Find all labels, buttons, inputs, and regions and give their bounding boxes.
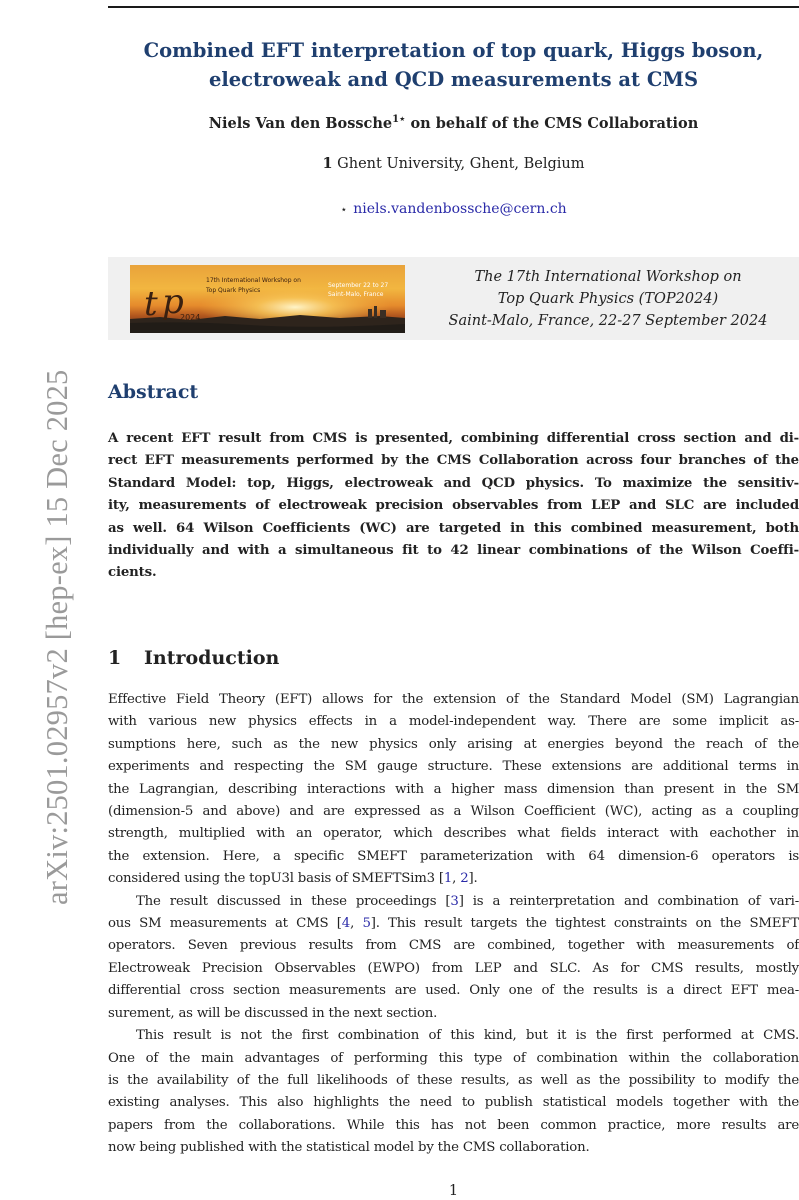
paragraph-line: differential cross section measurements are used. Only one of the results is a direct EFT mea-: [108, 983, 799, 999]
logo-year: 2024: [180, 313, 201, 322]
abstract-line: cients.: [108, 565, 157, 581]
conference-banner: [130, 265, 405, 333]
star-marker: ⋆: [340, 203, 348, 216]
top-rule: [108, 6, 799, 8]
paragraph-line: The result discussed in these proceedings [3] is a reinterpretation and combination of vari-: [136, 893, 799, 909]
title-line: electroweak and QCD measurements at CMS: [208, 68, 699, 91]
abstract-line: individually and with a simultaneous fit to 42 linear combinations of the Wilson Coeffi-: [108, 543, 799, 559]
banner-text: Top Quark Physics: [206, 287, 261, 294]
banner-dates: September 22 to 27: [328, 282, 389, 289]
paragraph-line: papers from the collaborations. While this has not been common practice, more results are: [108, 1117, 799, 1133]
citation-link[interactable]: 2: [460, 871, 469, 887]
author-name: Niels Van den Bossche: [208, 114, 393, 132]
logo-letter: t: [144, 284, 158, 324]
conference-line: Saint-Malo, France, 22-27 September 2024: [448, 313, 768, 329]
logo-letter: p: [162, 282, 184, 322]
citation-link[interactable]: 5: [362, 916, 371, 932]
conference-line: The 17th International Workshop on: [474, 269, 742, 285]
abstract-heading: Abstract: [108, 381, 199, 403]
paragraph-line: surement, as will be discussed in the next section.: [108, 1005, 438, 1021]
section-number: 1: [108, 647, 122, 669]
paragraph-line: Effective Field Theory (EFT) allows for the extension of the Standard Model (SM) Lagrangian: [108, 692, 799, 707]
paragraph-line: now being published with the statistical model by the CMS collaboration.: [108, 1140, 590, 1156]
paragraph-line: One of the main advantages of performing this type of combination within the collaboration: [108, 1050, 799, 1066]
paragraph-line: the Lagrangian, describing interactions with a higher mass dimension than present in the SM: [108, 781, 799, 797]
abstract-line: ity, measurements of electroweak precision observables from LEP and SLC are included: [108, 498, 799, 514]
conference-line: Top Quark Physics (TOP2024): [497, 291, 719, 307]
conference-info: [418, 266, 798, 332]
paragraph-line: the extension. Here, a specific SMEFT parameterization with 64 dimension-6 operators is: [108, 848, 799, 864]
abstract-line: Standard Model: top, Higgs, electroweak and QCD physics. To maximize the sensitiv-: [108, 475, 799, 491]
paragraph-line: This result is not the first combination of this kind, but it is the first performed at CMS.: [136, 1028, 799, 1044]
arxiv-identifier[interactable]: arXiv:2501.02957v2 [hep-ex] 15 Dec 2025: [40, 369, 74, 905]
paragraph-line: with various new physics effects in a model-independent way. There are some implicit as-: [108, 714, 799, 730]
affiliation-text: Ghent University, Ghent, Belgium: [337, 156, 585, 172]
abstract-text: [108, 428, 799, 585]
sunset-banner-image: [130, 265, 405, 333]
paragraph-line: existing analyses. This also highlights the need to publish statistical models together with the: [108, 1095, 799, 1111]
affiliation-number: 1: [322, 155, 333, 172]
paragraph-line: is the availability of the full likelihoods of these results, as well as the possibility to modify the: [108, 1072, 799, 1088]
affiliation: [108, 155, 799, 172]
paper-title: [108, 36, 799, 94]
section-heading: [108, 647, 279, 669]
author-line: [108, 114, 799, 132]
abstract-line: rect EFT measurements performed by the CMS Collaboration across four branches of the: [108, 453, 799, 469]
paragraph-line: sumptions here, such as the new physics only arising at energies beyond the reach of the: [108, 736, 799, 752]
contact-line: [108, 201, 799, 217]
paragraph-line: Electroweak Precision Observables (EWPO) from LEP and SLC. As for CMS results, mostly: [108, 960, 799, 976]
page-number: 1: [448, 1183, 459, 1199]
abstract-line: as well. 64 Wilson Coefficients (WC) are targeted in this combined measurement, both: [108, 520, 799, 536]
citation-link[interactable]: 4: [341, 916, 351, 932]
banner-text: 17th International Workshop on: [206, 277, 301, 284]
paragraph-line: (dimension-5 and above) and are expressed as a Wilson Coefficient (WC), acting as a coupling: [108, 804, 799, 820]
paragraph-line: considered using the topU3l basis of SMEFTSim3 [1, 2].: [108, 871, 478, 887]
paragraph-line: ous SM measurements at CMS [4, 5]. This result targets the tightest constraints on the SMEFT: [108, 916, 799, 932]
author-suffix: on behalf of the CMS Collaboration: [410, 114, 699, 132]
conference-box: [108, 257, 799, 340]
citation-link[interactable]: 1: [443, 871, 453, 887]
paragraph-line: experiments and respecting the SM gauge structure. These extensions are additional terms in: [108, 759, 799, 775]
banner-location: Saint-Malo, France: [328, 291, 384, 298]
author-marker: 1⋆: [392, 114, 406, 125]
title-line: Combined EFT interpretation of top quark, Higgs boson,: [143, 39, 764, 62]
citation-link[interactable]: 3: [450, 893, 459, 909]
paragraph-line: strength, multiplied with an operator, which describes what fields interact with eachother in: [108, 826, 799, 842]
introduction-body: [108, 689, 799, 1160]
email-link[interactable]: niels.vandenbossche@cern.ch: [353, 201, 567, 217]
abstract-line: A recent EFT result from CMS is presented, combining differential cross section and di-: [108, 431, 799, 446]
section-title: Introduction: [144, 647, 280, 669]
paragraph-line: operators. Seven previous results from CMS are combined, together with measurements of: [108, 938, 799, 954]
